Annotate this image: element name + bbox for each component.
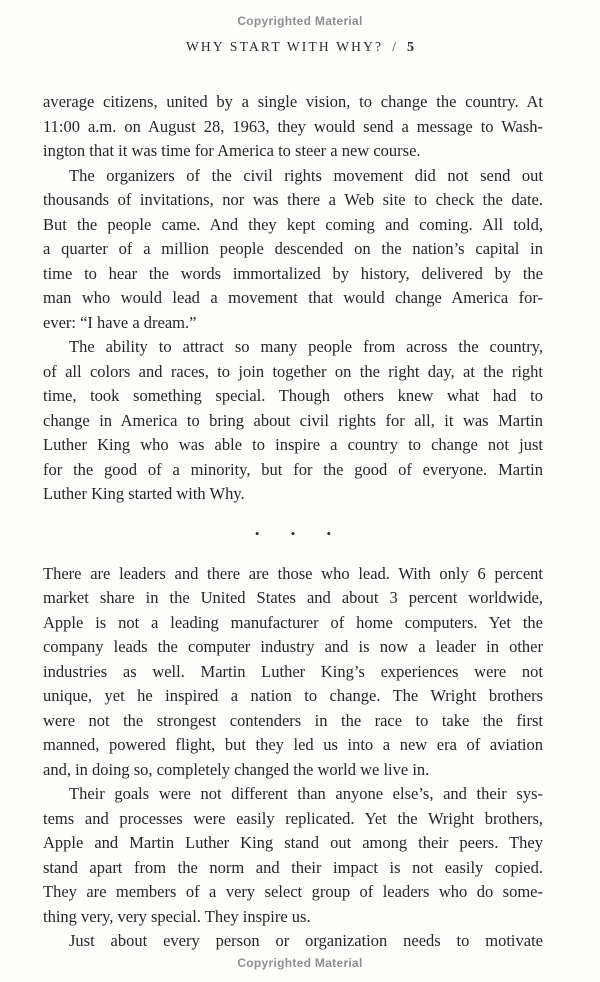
text-line: man who would lead a movement that would change America for-	[43, 288, 543, 307]
text-line: unique, yet he inspired a nation to change. The Wright brothers	[43, 686, 543, 705]
text-line: market share in the United States and about 3 percent worldwide,	[43, 588, 543, 607]
text-line: time, took something special. Though others knew what had to	[43, 386, 543, 405]
running-header	[0, 39, 600, 55]
text-line: time to hear the words immortalized by history, delivered by the	[43, 263, 543, 283]
body-paragraph	[43, 335, 543, 507]
text-line: a quarter of a million people descended on the nation’s capital in	[43, 239, 543, 258]
header-separator: /	[392, 39, 397, 54]
text-line: company leads the computer industry and is now a leader in other	[43, 637, 543, 656]
text-line: Luther King who was able to inspire a country to change not just	[43, 435, 543, 454]
copyright-notice-bottom: Copyrighted Material	[237, 955, 363, 970]
section-break-dots: • • •	[254, 525, 346, 541]
text-line: Their goals were not different than anyone else’s, and their sys-	[69, 784, 543, 803]
text-line: ington that it was time for America to steer a new course.	[43, 141, 421, 160]
text-line: Luther King started with Why.	[43, 484, 245, 503]
text-line: industries as well. Martin Luther King’s experiences were not	[43, 661, 543, 681]
chapter-title: WHY START WITH WHY?	[185, 39, 384, 54]
text-line: stand apart from the norm and their impact is not easily copied.	[43, 857, 543, 877]
text-line: But the people came. And they kept coming and coming. All told,	[43, 214, 543, 234]
body-paragraph	[43, 90, 543, 164]
text-line: tems and processes were easily replicated. Yet the Wright brothers,	[43, 808, 543, 828]
text-line: and, in doing so, completely changed the world we live in.	[43, 759, 430, 779]
text-line: Apple and Martin Luther King stand out among their peers. They	[43, 833, 543, 852]
text-line: Just about every person or organization needs to motivate	[69, 931, 543, 950]
text-block	[43, 90, 543, 954]
text-line: ever: “I have a dream.”	[43, 312, 197, 332]
copyright-notice-top: Copyrighted Material	[237, 14, 363, 28]
text-line: for the good of a minority, but for the good of everyone. Martin	[43, 459, 543, 479]
text-line: There are leaders and there are those who lead. With only 6 percent	[43, 563, 543, 583]
text-line: thousands of invitations, nor was there a Web site to check the date.	[43, 190, 543, 209]
text-line: The ability to attract so many people from across the country,	[69, 337, 543, 356]
text-line: The organizers of the civil rights movement did not send out	[69, 165, 543, 185]
text-line: average citizens, united by a single vision, to change the country. At	[43, 92, 543, 111]
text-line: Apple is not a leading manufacturer of home computers. Yet the	[43, 612, 543, 632]
text-line: thing very, very special. They inspire us.	[43, 906, 311, 926]
text-line: were not the strongest contenders in the race to take the first	[43, 710, 543, 730]
text-line: of all colors and races, to join together on the right day, at the right	[43, 361, 543, 381]
text-line: They are members of a very select group of leaders who do some-	[43, 882, 543, 901]
body-paragraph	[43, 562, 543, 783]
text-line: manned, powered flight, but they led us into a new era of aviation	[43, 735, 543, 754]
text-line: 11:00 a.m. on August 28, 1963, they would send a message to Wash-	[43, 116, 543, 136]
text-line: change in America to bring about civil rights for all, it was Martin	[43, 410, 543, 430]
body-paragraph	[43, 929, 543, 954]
page-number: 5	[407, 40, 415, 55]
body-paragraph	[43, 782, 543, 929]
body-paragraph	[43, 164, 543, 336]
